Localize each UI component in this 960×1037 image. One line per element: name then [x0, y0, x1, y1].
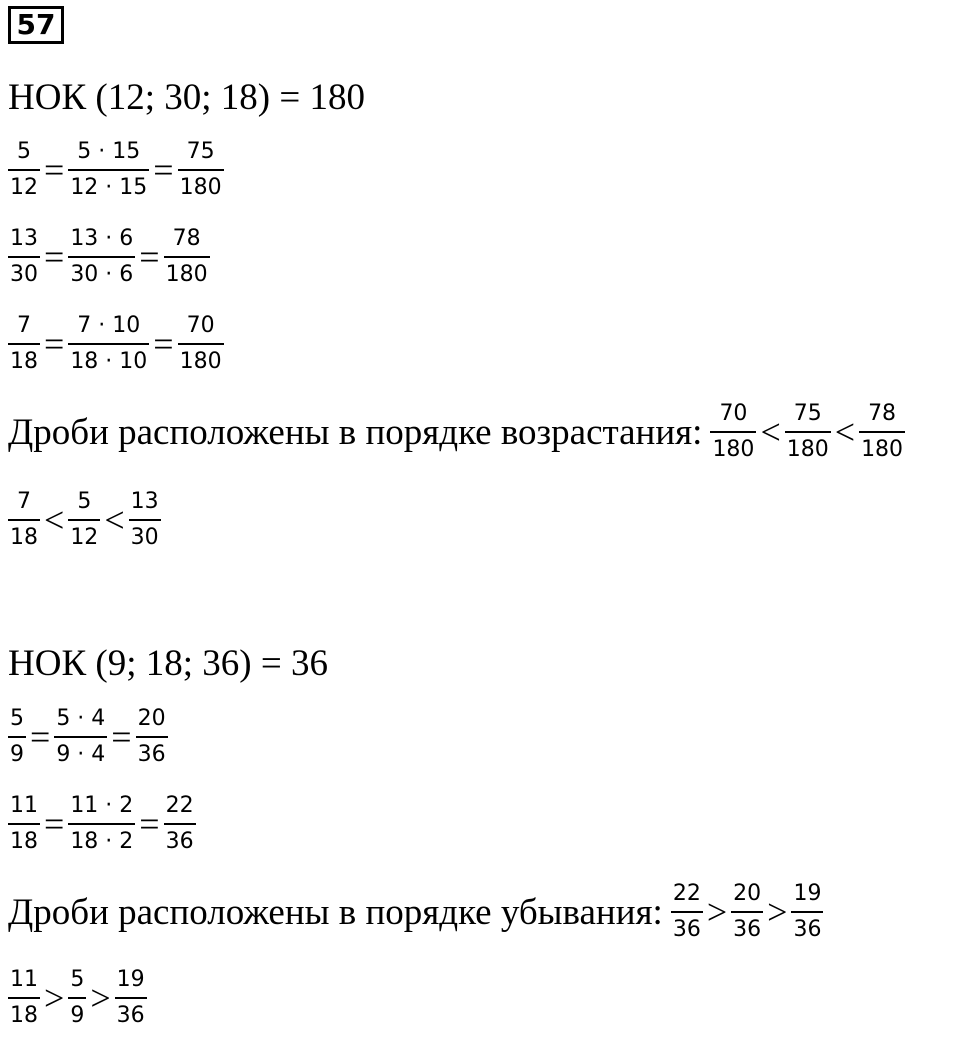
numerator: 19: [793, 881, 822, 906]
fraction-bar: [68, 997, 86, 999]
fraction: [791, 880, 823, 944]
denominator: 36: [793, 917, 822, 942]
numerator: 11 · 2: [70, 793, 134, 818]
numerator: 13 · 6: [70, 226, 134, 251]
conversion-row: [8, 225, 210, 289]
lcm-line-1: [8, 76, 365, 119]
denominator: 12 · 15: [70, 175, 148, 200]
fraction-bar: [710, 431, 756, 433]
denominator: 9 · 4: [56, 742, 106, 767]
equals-sign: =: [139, 237, 160, 277]
denominator: 180: [712, 437, 755, 462]
fraction: [68, 225, 135, 289]
result-row: [8, 966, 147, 1030]
denominator: 18: [10, 525, 38, 550]
denominator: 36: [165, 829, 194, 854]
order-statement: [8, 880, 823, 944]
denominator: 180: [861, 437, 904, 462]
fraction: [8, 488, 40, 552]
less-than-sign: <: [834, 412, 856, 452]
denominator: 36: [672, 917, 701, 942]
numerator: 7: [17, 313, 31, 338]
denominator: 18 · 10: [70, 349, 148, 374]
denominator: 12: [70, 525, 99, 550]
fraction: [178, 312, 224, 376]
fraction-bar: [8, 519, 40, 521]
denominator: 9: [10, 742, 24, 767]
fraction-bar: [68, 343, 149, 345]
less-than-sign: <: [104, 500, 125, 540]
denominator: 18 · 2: [70, 829, 134, 854]
fraction: [68, 792, 135, 856]
fraction: [68, 138, 149, 202]
lcm-text: НОК (9; 18; 36) = 36: [8, 643, 328, 684]
conversion-row: [8, 138, 224, 202]
less-than-sign: <: [44, 500, 65, 540]
equals-sign: =: [44, 324, 65, 364]
fraction-bar: [791, 911, 823, 913]
fraction: [129, 488, 161, 552]
denominator: 30 · 6: [70, 262, 134, 287]
fraction-bar: [164, 256, 210, 258]
numerator: 5 · 15: [77, 139, 141, 164]
fraction: [8, 705, 26, 769]
fraction-bar: [129, 519, 161, 521]
fraction-bar: [8, 343, 40, 345]
denominator: 30: [130, 525, 159, 550]
denominator: 9: [70, 1003, 85, 1028]
fraction: [8, 225, 40, 289]
fraction: [731, 880, 763, 944]
fraction: [859, 400, 905, 464]
numerator: 13: [130, 489, 159, 514]
denominator: 36: [137, 742, 166, 767]
fraction: [68, 488, 100, 552]
fraction: [710, 400, 756, 464]
equals-sign: =: [44, 237, 65, 277]
fraction-bar: [54, 736, 107, 738]
numerator: 20: [733, 881, 762, 906]
fraction-bar: [68, 256, 135, 258]
greater-than-sign: >: [706, 892, 728, 932]
equals-sign: =: [153, 150, 174, 190]
numerator: 75: [793, 401, 822, 426]
fraction: [136, 705, 168, 769]
denominator: 180: [165, 262, 208, 287]
numerator: 11: [10, 967, 38, 992]
denominator: 36: [733, 917, 762, 942]
numerator: 5 · 4: [56, 706, 106, 731]
fraction-bar: [785, 431, 831, 433]
numerator: 5: [10, 706, 24, 731]
conversion-row: [8, 705, 168, 769]
fraction: [8, 312, 40, 376]
fraction: [68, 312, 149, 376]
fraction-bar: [859, 431, 905, 433]
numerator: 7: [17, 489, 31, 514]
fraction-bar: [671, 911, 703, 913]
fraction: [8, 138, 40, 202]
fraction-bar: [8, 736, 26, 738]
lcm-line-2: [8, 642, 328, 685]
numerator: 11: [10, 793, 38, 818]
numerator: 78: [172, 226, 201, 251]
fraction-bar: [8, 823, 40, 825]
numerator: 22: [672, 881, 701, 906]
result-row: [8, 488, 161, 552]
numerator: 7 · 10: [77, 313, 141, 338]
conversion-row: [8, 792, 196, 856]
equals-sign: =: [44, 150, 65, 190]
fraction: [54, 705, 107, 769]
fraction: [785, 400, 831, 464]
greater-than-sign: >: [90, 978, 111, 1018]
fraction-bar: [731, 911, 763, 913]
numerator: 5: [70, 967, 85, 992]
fraction-bar: [164, 823, 196, 825]
fraction: [68, 966, 86, 1030]
fraction-bar: [68, 519, 100, 521]
equals-sign: =: [111, 717, 132, 757]
fraction-bar: [68, 169, 149, 171]
equals-sign: =: [44, 804, 65, 844]
denominator: 180: [179, 175, 222, 200]
order-statement: [8, 400, 905, 464]
fraction: [671, 880, 703, 944]
greater-than-sign: >: [767, 892, 788, 932]
numerator: 19: [116, 967, 145, 992]
numerator: 75: [186, 139, 215, 164]
numerator: 20: [137, 706, 166, 731]
fraction-bar: [136, 736, 168, 738]
order-text: Дроби расположены в порядке возрастания:: [8, 411, 703, 453]
numerator: 70: [186, 313, 215, 338]
numerator: 78: [868, 401, 897, 426]
fraction-bar: [178, 343, 224, 345]
less-than-sign: <: [760, 412, 781, 452]
order-text: Дроби расположены в порядке убывания:: [8, 891, 663, 933]
denominator: 18: [10, 349, 38, 374]
fraction-bar: [68, 823, 135, 825]
equals-sign: =: [153, 324, 174, 364]
equals-sign: =: [139, 804, 160, 844]
task-number: 57: [8, 6, 64, 44]
lcm-text: НОК (12; 30; 18) = 180: [8, 77, 365, 118]
denominator: 180: [179, 349, 222, 374]
denominator: 12: [10, 175, 38, 200]
equals-sign: =: [30, 717, 51, 757]
fraction: [8, 792, 40, 856]
numerator: 70: [719, 401, 748, 426]
denominator: 180: [786, 437, 829, 462]
denominator: 30: [10, 262, 38, 287]
fraction: [164, 225, 210, 289]
fraction-bar: [8, 256, 40, 258]
conversion-row: [8, 312, 224, 376]
fraction-bar: [8, 997, 40, 999]
denominator: 18: [10, 829, 38, 854]
numerator: 13: [10, 226, 38, 251]
fraction: [164, 792, 196, 856]
numerator: 22: [165, 793, 194, 818]
numerator: 5: [77, 489, 92, 514]
fraction: [115, 966, 147, 1030]
fraction-bar: [115, 997, 147, 999]
numerator: 5: [17, 139, 31, 164]
fraction: [178, 138, 224, 202]
fraction: [8, 966, 40, 1030]
denominator: 36: [116, 1003, 145, 1028]
denominator: 18: [10, 1003, 38, 1028]
greater-than-sign: >: [44, 978, 65, 1018]
fraction-bar: [8, 169, 40, 171]
fraction-bar: [178, 169, 224, 171]
